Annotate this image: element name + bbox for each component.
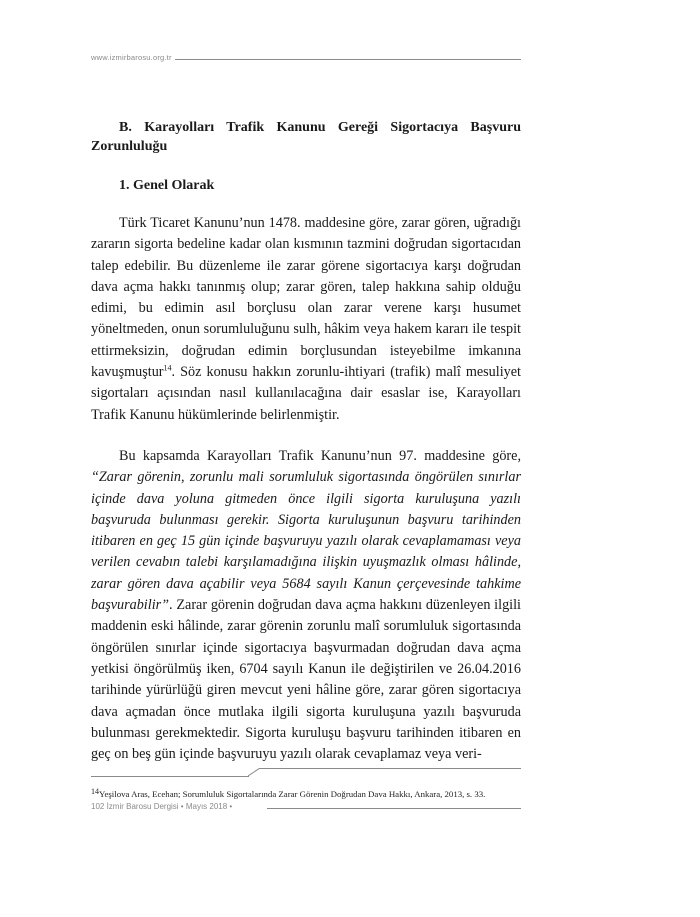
paragraph-1-text-b: . Söz konusu hakkın zorunlu-ihtiyari (trafik) malî mesuliyet sigortaları açısından nasıl kullanılacağına dair esaslar ise, Karayolları Trafik Kanunu hükümlerinde belirlenmiştir.: [91, 364, 521, 423]
paragraph-2-text-b: . Zarar görenin doğrudan dava açma hakkını düzenleyen ilgili maddenin eski hâlinde, zarar görenin zorunlu malî sorumluluk sigortasında öngörülen sınırlar içinde sigortacıya başvurmadan doğrudan dava açma yetkisi öngörülmüş iken, 6704 sayılı Kanun ile değiştirilen ve 26.04.2016 tarihinde yürürlüğü giren mevcut yeni hâline göre, zarar gören sigortacıya dava açmadan önce mutlaka ilgili sigorta kuruluşuna yazılı başvuruda bulunması gerekmektedir. Sigorta kuruluşu başvuru tarihinden itibaren en geç on beş gün içinde başvuruyu yazılı olarak cevaplamaz veya veri-: [91, 597, 521, 763]
paragraph-2-text-a: Bu kapsamda Karayolları Trafik Kanunu’nun 97. maddesine göre,: [119, 447, 521, 464]
paragraph-1-text-a: Türk Ticaret Kanunu’nun 1478. maddesine göre, zarar gören, uğradığı zararın sigorta bedeline kadar olan kısmının tazmini doğrudan sigortacıdan talep edebilir. Bu düzenleme ile zarar görene sigortacıya karşı doğrudan dava açma hakkı tanınmış olup; zarar gören, talep hakkına sahip olduğu edimi, bu edimin asıl borçlusu olan zarar verene karşı husumet yöneltmeden, onun sorumluluğunu sulh, hâkim veya hakem kararı ile tespit ettirmeksizin, doğrudan edimin borçlusundan isteyebilme imkanına kavuşmuştur: [91, 215, 521, 381]
header-url: www.izmirbarosu.org.tr: [91, 53, 172, 62]
footer-text: 102 İzmir Barosu Dergisi • Mayıs 2018 •: [91, 802, 233, 811]
footnote-area: [91, 768, 521, 800]
paragraph-2-quote: “Zarar görenin, zorunlu mali sorumluluk sigortasında öngörülen sınırlar içinde dava yoluna gitmeden önce ilgili sigorta kuruluşuna yazılı başvuruda bulunması gerekir. Sigorta kuruluşunun başvuru tarihinden itibaren en geç 15 gün içinde başvuruyu yazılı olarak cevaplamaması veya verilen cevabın talebi karşılamadığına ilişkin uyuşmazlık olması hâlinde, zarar gören dava açabilir veya 5684 sayılı Kanun çerçevesinde tahkime başvurabilir”: [91, 469, 521, 614]
paragraph-2: [91, 446, 521, 765]
page-header: [91, 53, 521, 67]
footnote-reference: 14: [163, 363, 172, 373]
header-rule: [175, 59, 521, 60]
section-subheading: 1. Genel Olarak: [119, 178, 215, 193]
footnote-text: Yeşilova Aras, Ecehan; Sorumluluk Sigortalarında Zarar Görenin Doğrudan Dava Hakkı, Ankara, 2013, s. 33.: [99, 789, 486, 799]
footer-rule: [267, 808, 521, 809]
footnote-number: 14: [91, 787, 99, 796]
page-footer: [91, 802, 521, 816]
footnote: [91, 786, 521, 800]
paragraph-1: [91, 213, 521, 426]
section-heading: B. Karayolları Trafik Kanunu Gereği Sigortacıya Başvuru Zorunluluğu: [91, 120, 521, 154]
footnote-rule: [91, 768, 521, 776]
main-content: [91, 118, 521, 765]
